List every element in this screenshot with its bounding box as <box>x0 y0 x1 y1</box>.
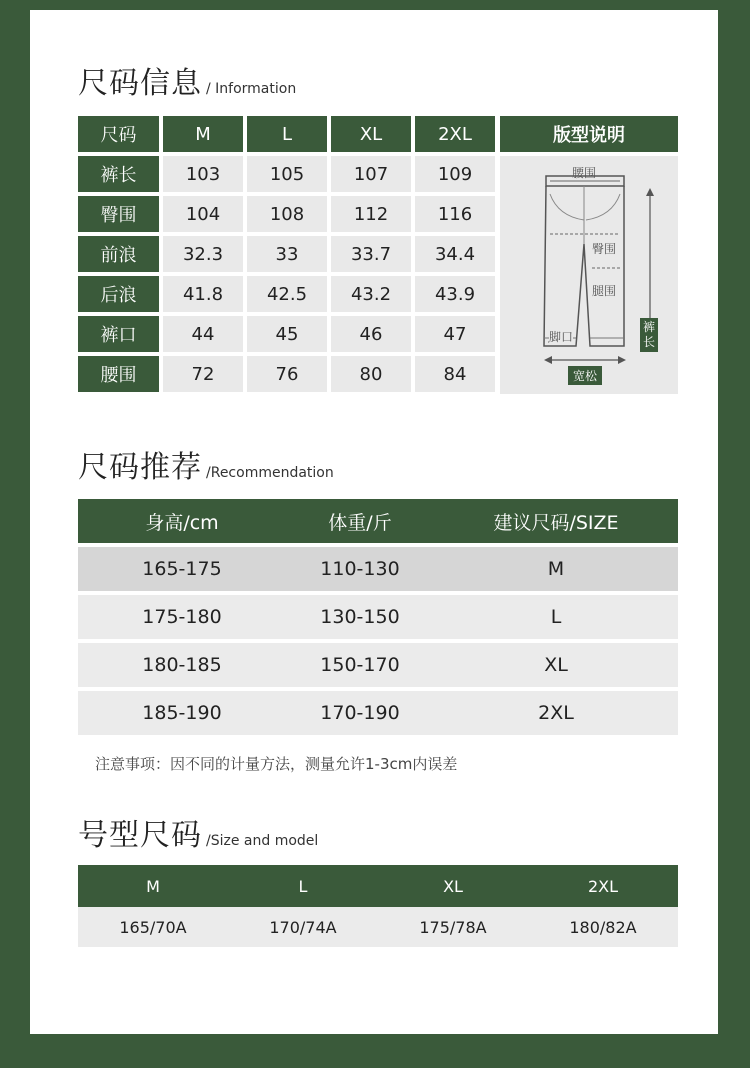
table-row <box>78 196 499 232</box>
table-cell: 43.2 <box>331 276 411 312</box>
table-cell: 41.8 <box>163 276 243 312</box>
table-cell: 47 <box>415 316 495 352</box>
row-label: 腰围 <box>78 356 159 392</box>
table-row <box>78 691 678 735</box>
table-row <box>78 643 678 687</box>
table-cell: 109 <box>415 156 495 192</box>
model-section-title <box>78 810 318 854</box>
info-section-title <box>78 58 296 102</box>
row-label: 臀围 <box>78 196 159 232</box>
table-cell: 103 <box>163 156 243 192</box>
recommend-header-row <box>78 499 678 543</box>
table-cell: 165-175 <box>142 558 222 580</box>
table-cell: 80 <box>331 356 411 392</box>
thigh-label: 腿围 <box>592 284 617 298</box>
model-header-cell: M <box>146 876 160 896</box>
recommend-title-en: /Recommendation <box>206 465 334 481</box>
table-cell: L <box>550 606 562 628</box>
recommend-table <box>78 499 678 735</box>
table-cell: 130-150 <box>320 606 400 628</box>
table-cell: 46 <box>331 316 411 352</box>
table-cell: XL <box>544 654 568 676</box>
recommend-section-title <box>78 442 334 486</box>
table-cell: 105 <box>247 156 327 192</box>
info-title-zh: 尺码信息 <box>78 66 202 101</box>
waist-label: 腰围 <box>572 166 597 180</box>
size-info-header-cell: 尺码 <box>78 116 159 152</box>
table-cell: 32.3 <box>163 236 243 272</box>
table-cell: 45 <box>247 316 327 352</box>
table-cell: 112 <box>331 196 411 232</box>
model-title-zh: 号型尺码 <box>78 818 202 853</box>
model-header-cell: XL <box>443 876 463 896</box>
table-cell: 43.9 <box>415 276 495 312</box>
size-card <box>30 10 718 1034</box>
size-info-table <box>78 116 499 396</box>
model-title-en: /Size and model <box>206 833 319 849</box>
table-cell: 33 <box>247 236 327 272</box>
row-label: 裤长 <box>78 156 159 192</box>
table-cell: 175-180 <box>142 606 222 628</box>
table-cell: 185-190 <box>142 702 222 724</box>
length-label: 裤长 <box>640 318 658 352</box>
model-table <box>78 865 678 947</box>
table-cell: 2XL <box>538 702 574 724</box>
table-cell: M <box>547 558 565 580</box>
fit-label: 宽松 <box>568 366 602 385</box>
row-label: 后浪 <box>78 276 159 312</box>
table-cell: 150-170 <box>320 654 400 676</box>
table-cell: 110-130 <box>320 558 400 580</box>
recommend-header-cell: 体重/斤 <box>328 511 392 534</box>
table-cell: 108 <box>247 196 327 232</box>
table-cell: 175/78A <box>419 917 487 937</box>
row-label: 前浪 <box>78 236 159 272</box>
pants-diagram <box>500 156 678 394</box>
hip-label: 臀围 <box>592 242 617 256</box>
diagram-header: 版型说明 <box>500 116 678 152</box>
model-header-cell: 2XL <box>587 876 619 896</box>
recommend-header-cell: 身高/cm <box>145 511 219 534</box>
table-cell: 84 <box>415 356 495 392</box>
table-cell: 44 <box>163 316 243 352</box>
table-row <box>78 356 499 392</box>
table-row <box>78 156 499 192</box>
measurement-note: 注意事项：因不同的计量方法，测量允许1-3cm内误差 <box>95 755 458 773</box>
table-row <box>78 907 678 947</box>
recommend-title-zh: 尺码推荐 <box>78 450 202 485</box>
table-cell: 76 <box>247 356 327 392</box>
table-row <box>78 595 678 639</box>
hem-label: 脚口 <box>549 330 574 344</box>
table-cell: 104 <box>163 196 243 232</box>
size-info-header-cell: L <box>247 116 327 152</box>
table-cell: 34.4 <box>415 236 495 272</box>
table-cell: 170-190 <box>320 702 400 724</box>
model-header-cell: L <box>298 876 308 896</box>
recommend-header-cell: 建议尺码/SIZE <box>493 511 619 534</box>
table-row <box>78 547 678 591</box>
table-cell: 107 <box>331 156 411 192</box>
info-title-en: / Information <box>206 81 297 97</box>
pants-outline-icon <box>500 156 678 394</box>
size-info-header-row <box>78 116 499 152</box>
table-cell: 180-185 <box>142 654 222 676</box>
row-label: 裤口 <box>78 316 159 352</box>
size-info-header-cell: M <box>163 116 243 152</box>
model-header-row <box>78 865 678 907</box>
table-cell: 42.5 <box>247 276 327 312</box>
table-row <box>78 236 499 272</box>
size-info-header-cell: 2XL <box>415 116 495 152</box>
table-row <box>78 276 499 312</box>
table-cell: 116 <box>415 196 495 232</box>
table-cell: 33.7 <box>331 236 411 272</box>
table-row <box>78 316 499 352</box>
table-cell: 180/82A <box>569 917 637 937</box>
table-cell: 72 <box>163 356 243 392</box>
size-info-header-cell: XL <box>331 116 411 152</box>
table-cell: 165/70A <box>119 917 187 937</box>
table-cell: 170/74A <box>269 917 337 937</box>
